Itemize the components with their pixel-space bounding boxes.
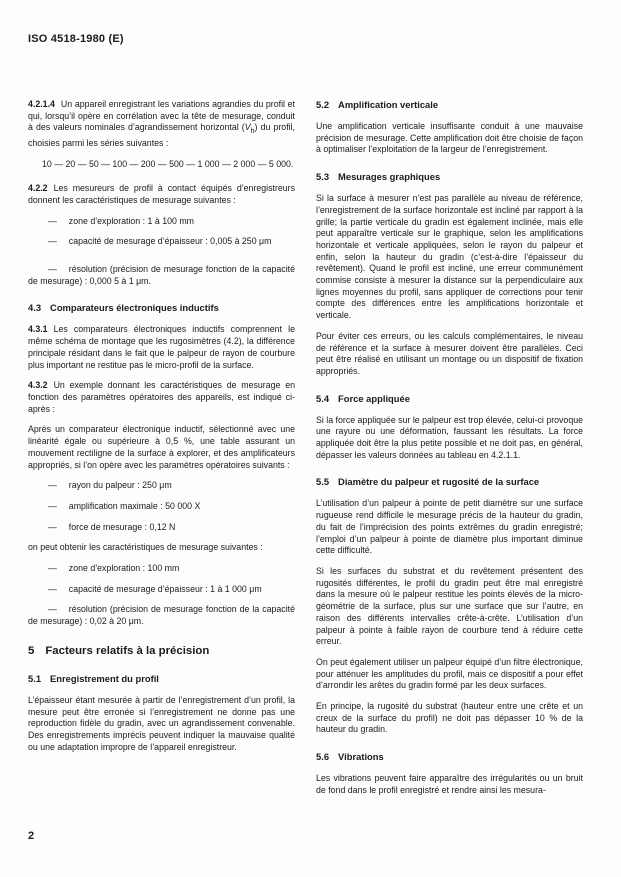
right-column (316, 99, 583, 806)
dash: — (48, 236, 57, 247)
paragraph: Si la surface à mesurer n’est pas parallèle au niveau de référence, l’enregistrement de la surface horizontale est incliné par rapport à la grille; la partie verticale du gradin est également inclinée, mais elle peut apparaître verticale sur le graphique, selon les amplifications horizontale et verticale appliquées, selon le rayon du palpeur et enfin, selon la hauteur du gradin (c’est-à-dire l’épaisseur du revêtement). Quand le profil est incliné, une erreur communément commise consiste à mesurer la distance sur la perpendiculaire aux lignes moyennes du profil, sans appliquer de corrections pour tenir compte des différences entre les amplifications horizontale et verticale. (316, 193, 583, 321)
list-item-text: force de mesurage : 0,12 N (68, 521, 176, 532)
list-item-text: résolution (précision de mesurage fonction de la capacité de mesurage) : 0,02 à 20 μm. (28, 604, 295, 627)
paragraph: Pour éviter ces erreurs, ou les calculs complémentaires, le niveau de référence et la surface à mesurer doivent être parallèles. Ceci peut être réalisé en utilisant un montage ou un dispositif de fixation appropriés. (316, 330, 583, 376)
list-item (28, 522, 295, 534)
list-item (28, 264, 295, 287)
left-column (28, 99, 295, 762)
paragraph: On peut également utiliser un palpeur équipé d’un filtre électronique, pour atténuer les amplitudes du profil, mais ce dispositif a pour effet d’arrondir les arêtes du gradin formé par les deux surfaces. (316, 656, 583, 691)
dash: — (48, 583, 57, 594)
heading-5 (28, 645, 295, 658)
paragraph: on peut obtenir les caractéristiques de mesurage suivantes : (28, 542, 263, 553)
heading-number: 4.3 (28, 302, 42, 314)
document-header: ISO 4518-1980 (E) (28, 33, 124, 45)
clause-text: Un appareil enregistrant les variations agrandies du profil et qui, lorsqu’il opère en corrélation avec la tête de mesurage, conduit à des valeurs nominales d’agrandissement horizontal ( (28, 99, 295, 133)
clause-4-3-2 (28, 380, 295, 415)
list-item-text: capacité de mesurage d’épaisseur : 0,005 à 250 μm (68, 236, 272, 247)
heading-text: Force appliquée (338, 392, 410, 404)
heading-text: Comparateurs électroniques inductifs (50, 302, 219, 314)
clause-number: 4.3.1 (28, 324, 48, 335)
heading-text: Diamètre du palpeur et rugosité de la surface (338, 476, 540, 488)
heading-number: 5.3 (316, 171, 330, 183)
clause-4-2-1-4 (28, 99, 295, 150)
dash: — (48, 521, 57, 532)
heading-4-3 (28, 302, 295, 314)
paragraph: Une amplification verticale insuffisante conduit à une mauvaise précision de mesurage. Cette amplification doit être choisie de façon à optimaliser l’exploitation de la largeur de l’enregistrement. (316, 121, 583, 155)
paragraph: En principe, la rugosité du substrat (hauteur entre une crête et un creux de la surface du profil) ne doit pas dépasser 10 % de la hauteur du gradin. (316, 701, 583, 735)
dash: — (48, 480, 57, 491)
heading-number: 5.1 (28, 672, 42, 684)
heading-text: Enregistrement du profil (50, 672, 159, 684)
heading-text: Vibrations (338, 751, 384, 763)
clause-number: 4.2.2 (28, 183, 48, 194)
list-item (28, 501, 295, 513)
heading-5-4 (316, 393, 583, 405)
heading-5-2 (316, 99, 583, 111)
list-item-text: rayon du palpeur : 250 μm (68, 480, 172, 491)
paragraph: Si les surfaces du substrat et du revêtement présentent des rugosités différentes, le profil du gradin peut être mal enregistré dans la mesure où le palpeur restitue les points élevés de la micro-géométrie de la surface, plus sur une surface que sur l’autre, en raison des différents intervalles crête-à-crête. L’utilisation d’un palpeur à pointe à faible rayon de courbure tend à réduire cette erreur. (316, 565, 583, 647)
heading-number: 5.6 (316, 751, 330, 763)
magnification-series: 10 — 20 — 50 — 100 — 200 — 500 — 1 000 — 2 000 — 5 000. (42, 158, 294, 169)
paragraph: L’utilisation d’un palpeur à pointe de petit diamètre sur une surface rugueuse rend difficile le mesurage précis de la hauteur du gradin, du fait de l’imprécision des points extrêmes du gradin enregistré; l’emploi d’un palpeur à pointe de diamètre plus important diminue cette difficulté. (316, 498, 583, 556)
heading-5-1 (28, 673, 295, 685)
heading-text: Mesurages graphiques (338, 171, 441, 183)
heading-5-5 (316, 476, 583, 488)
clause-text: Les comparateurs électroniques inductifs comprennent le même schéma de montage que les rugosimètres (4.2), la différence principale résidant dans le fait que le palpeur de rayon de courbure plus important ne restitue pas le micro-profil de la surface. (28, 324, 295, 370)
heading-text: Amplification verticale (338, 99, 439, 110)
clause-4-3-1 (28, 324, 295, 371)
variable-subscript: h (250, 128, 255, 136)
clause-4-2-2 (28, 183, 295, 206)
dash: — (48, 500, 57, 511)
paragraph: L’épaisseur étant mesurée à partir de l’enregistrement d’un profil, la mesure peut être erronée si l’enregistrement ne donne pas une reproduction fidèle du gradin, avec un agrandissement convenable. Des enregistrements imprécis peuvent indiquer la mauvaise qualité ou une adaptation impropre de l’appareil enregistreur. (28, 694, 295, 752)
heading-number: 5 (28, 644, 35, 657)
list-item-text: capacité de mesurage d’épaisseur : 1 à 1 000 μm (68, 583, 262, 594)
heading-number: 5.4 (316, 392, 330, 404)
list-item (28, 216, 295, 228)
variable-symbol: V (244, 122, 251, 133)
list-item (28, 604, 295, 627)
list-item-text: résolution (précision de mesurage fonction de la capacité de mesurage) : 0,000 5 à 1 μm. (28, 264, 295, 286)
clause-number: 4.2.1.4 (28, 99, 55, 109)
heading-text: Facteurs relatifs à la précision (45, 644, 210, 657)
clause-text: Un exemple donnant les caractéristiques de mesurage en fonction des paramètres opératoires des appareils, est indiqué ci-après : (28, 380, 295, 414)
heading-5-3 (316, 171, 583, 183)
clause-number: 4.3.2 (28, 380, 48, 391)
paragraph: Après un comparateur électronique inductif, sélectionné avec une linéarité égale ou supérieure à 0,5 %, une table assurant un mouvement rectiligne de la surface à explorer, et des amplificateurs appropriés, si l’on opère avec les paramètres opératoires suivants : (28, 424, 295, 470)
page-number: 2 (28, 830, 35, 842)
dash: — (48, 563, 57, 574)
list-item-text: zone d’exploration : 100 mm (68, 563, 180, 574)
list-item (28, 480, 295, 492)
heading-number: 5.2 (316, 99, 330, 110)
dash: — (48, 604, 57, 615)
list-item-text: amplification maximale : 50 000 X (68, 500, 201, 511)
paragraph: Les vibrations peuvent faire apparaître des irrégularités ou un bruit de fond dans le profil enregistré et rendre ainsi les mesura- (316, 773, 583, 795)
clause-text: Les mesureurs de profil à contact équipés d’enregistreurs donnent les caractéristiques de mesurage suivantes : (28, 183, 295, 205)
dash: — (48, 264, 57, 275)
heading-5-6 (316, 751, 583, 763)
dash: — (48, 215, 57, 226)
clause-text: ) du profil, choisies parmi les séries suivantes : (28, 122, 295, 148)
paragraph: Si la force appliquée sur le palpeur est trop élevée, celui-ci provoque une rayure ou une déformation, faussant les résultats. La force appliquée doit être la plus petite possible et ne doit pas, en général, dépasser les valeurs données au tableau en 4.2.1.1. (316, 414, 583, 460)
list-item (28, 584, 295, 596)
list-item-text: zone d’exploration : 1 à 100 mm (68, 215, 194, 226)
list-item (28, 236, 295, 248)
list-item (28, 563, 295, 575)
heading-number: 5.5 (316, 476, 330, 488)
